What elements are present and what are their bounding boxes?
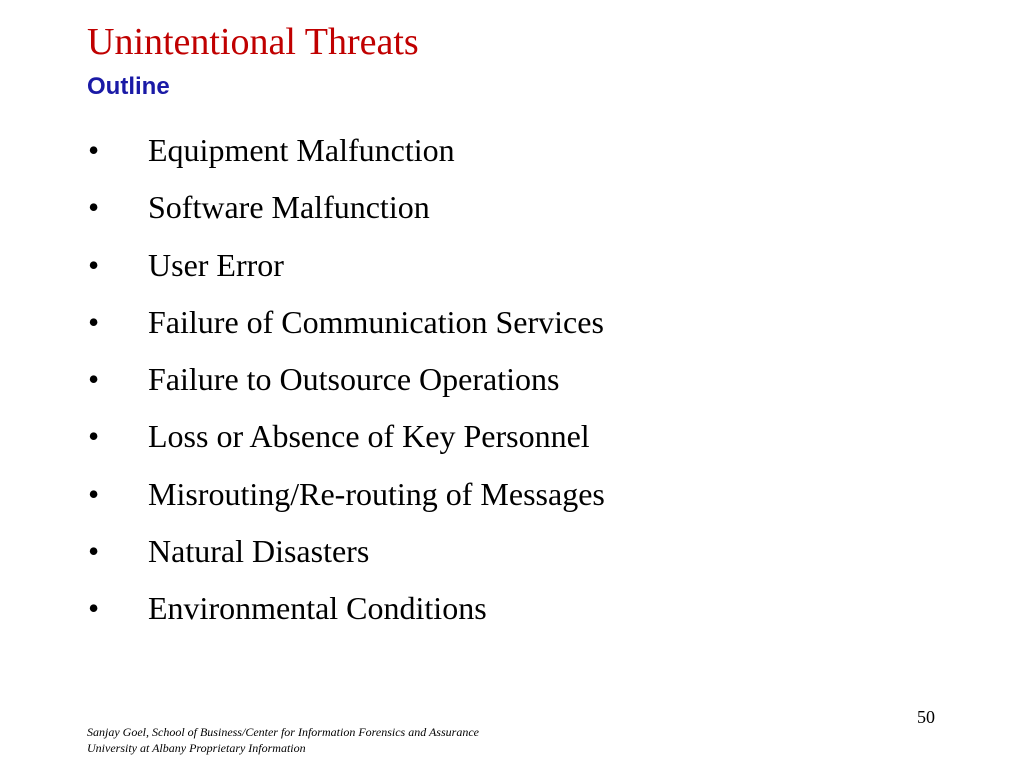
- slide-subtitle: Outline: [87, 73, 170, 100]
- bullet-icon: •: [88, 303, 100, 340]
- bullet-icon: •: [88, 361, 100, 398]
- bullet-icon: •: [88, 418, 100, 455]
- footer-line-proprietary: University at Albany Proprietary Information: [87, 741, 306, 755]
- bullet-icon: •: [88, 132, 100, 168]
- slide-title: Unintentional Threats: [87, 21, 419, 63]
- bullet-icon: •: [88, 590, 100, 627]
- bullet-text: Equipment Malfunction: [148, 132, 455, 168]
- bullet-text: User Error: [148, 246, 284, 283]
- footer-line-author: Sanjay Goel, School of Business/Center for Information Forensics and Assurance: [87, 725, 479, 739]
- bullet-text: Failure of Communication Services: [148, 303, 604, 340]
- bullet-text: Environmental Conditions: [148, 590, 487, 627]
- bullet-text: Loss or Absence of Key Personnel: [148, 418, 590, 455]
- bullet-icon: •: [88, 189, 100, 226]
- bullet-icon: •: [88, 246, 100, 283]
- bullet-text: Misrouting/Re-routing of Messages: [148, 475, 605, 512]
- bullet-icon: •: [88, 533, 100, 570]
- bullet-icon: •: [88, 475, 100, 512]
- footer: [87, 724, 479, 756]
- page-number: 50: [917, 707, 935, 727]
- bullet-text: Failure to Outsource Operations: [148, 361, 560, 398]
- bullet-text: Natural Disasters: [148, 533, 370, 570]
- bullet-text: Software Malfunction: [148, 189, 430, 226]
